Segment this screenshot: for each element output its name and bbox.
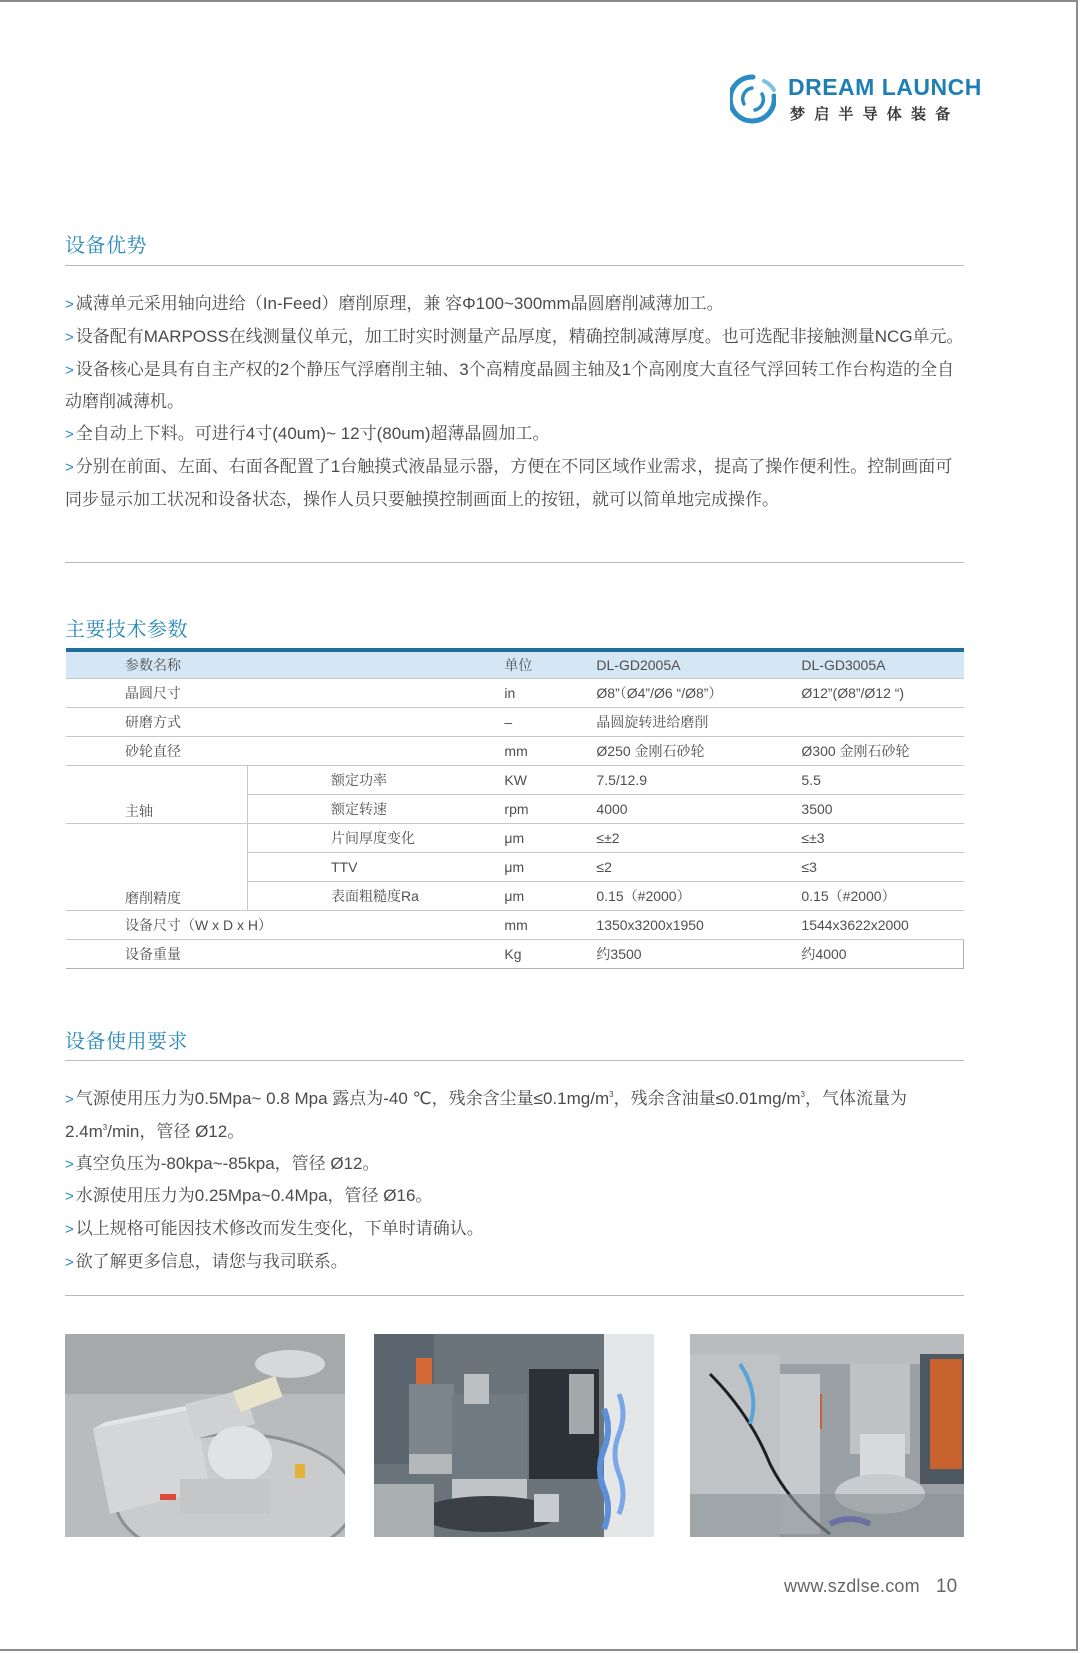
list-item: > 真空负压为-80kpa~-85kpa，管径 Ø12。 bbox=[65, 1153, 380, 1173]
chevron-right-icon: > bbox=[65, 1253, 74, 1271]
chevron-right-icon: > bbox=[65, 361, 74, 379]
group-label-precision: 磨削精度 bbox=[66, 824, 248, 911]
header-model-2: DL-GD3005A bbox=[801, 650, 963, 679]
list-item: > 气源使用压力为0.5Mpa~ 0.8 Mpa 露点为-40 ℃，残余含尘量$\le 0.1mg/m^3$，残余含油量$\le 0.01mg/m^3$，气体流量为$2.4m^3/\min$，管径 Ø12。 bbox=[65, 1089, 907, 1141]
table-row: TTV μm ≤2 ≤3 bbox=[66, 853, 964, 882]
list-item: > 水源使用压力为0.25Mpa~0.4Mpa，管径 Ø16。 bbox=[65, 1186, 433, 1206]
table-row: 砂轮直径 mm Ø250 金刚石砂轮 Ø300 金刚石砂轮 bbox=[66, 737, 964, 766]
section-title-requirements: 设备使用要求 bbox=[65, 1031, 188, 1053]
group-label-spindle: 主轴 bbox=[66, 766, 248, 824]
header-param-name: 参数名称 bbox=[66, 650, 504, 679]
wafer-spindle-assembly-photo bbox=[690, 1334, 964, 1537]
table-row: 磨削精度 片间厚度变化 μm ≤±2 ≤±3 bbox=[66, 824, 964, 853]
list-item: > 减薄单元采用轴向进给（In-Feed）磨削原理，兼 容Φ100~300mm晶圆磨削减薄加工。 bbox=[65, 294, 724, 313]
website-link[interactable]: www.szdlse.com bbox=[784, 1576, 920, 1596]
header-model-1: DL-GD2005A bbox=[596, 650, 801, 679]
list-item: > 以上规格可能因技术修改而发生变化，下单时请确认。 bbox=[65, 1219, 484, 1239]
chevron-right-icon: > bbox=[65, 1188, 74, 1206]
table-row: 研磨方式 – 晶圆旋转进给磨削 bbox=[66, 708, 964, 737]
table-header-row bbox=[66, 650, 964, 679]
divider bbox=[65, 1060, 964, 1061]
brand-name-en: DREAM LAUNCH bbox=[788, 74, 982, 100]
wafer-handling-robot-photo bbox=[65, 1334, 345, 1537]
chevron-right-icon: > bbox=[65, 426, 74, 444]
brand-logo bbox=[730, 72, 982, 128]
chevron-right-icon: > bbox=[65, 1091, 74, 1108]
table-row: 设备重量 Kg 约3500 约4000 bbox=[66, 940, 964, 969]
header-unit: 单位 bbox=[504, 650, 596, 679]
list-item: > 分别在前面、左面、右面各配置了1台触摸式液晶显示器，方便在不同区域作业需求，提高了操作便利性。控制画面可同步显示加工状况和设备状态，操作人员只要触摸控制画面上的按钮，就可以简单地完成操作。 bbox=[65, 456, 953, 509]
table-row: 晶圆尺寸 in Ø8”（Ø4”/Ø6 “/Ø8”） Ø12”(Ø8”/Ø12 “) bbox=[66, 679, 964, 708]
page-footer bbox=[784, 1576, 957, 1598]
divider bbox=[65, 1295, 964, 1296]
table-row: 表面粗糙度Ra μm 0.15（#2000） 0.15（#2000） bbox=[66, 882, 964, 911]
table-row: 额定转速 rpm 4000 3500 bbox=[66, 795, 964, 824]
section-title-advantages: 设备优势 bbox=[65, 235, 147, 257]
chevron-right-icon: > bbox=[65, 328, 74, 346]
spec-table bbox=[66, 648, 964, 969]
swirl-logo-icon bbox=[730, 74, 776, 124]
list-item: > 设备核心是具有自主产权的2个静压气浮磨削主轴、3个高精度晶圆主轴及1个高刚度大直径气浮回转工作台构造的全自动磨削减薄机。 bbox=[65, 359, 955, 412]
chevron-right-icon: > bbox=[65, 1221, 74, 1239]
chevron-right-icon: > bbox=[65, 1155, 74, 1173]
requirements-list bbox=[65, 1083, 965, 1279]
list-item: > 设备配有MARPOSS在线测量仪单元，加工时实时测量产品厚度，精确控制减薄厚度。也可选配非接触测量NCG单元。 bbox=[65, 326, 964, 346]
divider bbox=[65, 265, 964, 266]
list-item: > 全自动上下料。可进行4寸(40um)~ 12寸(80um)超薄晶圆加工。 bbox=[65, 424, 550, 444]
divider bbox=[65, 562, 964, 563]
list-item: > 欲了解更多信息，请您与我司联系。 bbox=[65, 1251, 348, 1271]
table-row: 设备尺寸（W x D x H） mm 1350x3200x1950 1544x3622x2000 bbox=[66, 911, 964, 940]
grinding-spindles-photo bbox=[374, 1334, 654, 1537]
table-row: 主轴 额定功率 KW 7.5/12.9 5.5 bbox=[66, 766, 964, 795]
advantages-list bbox=[65, 288, 965, 516]
brand-name-cn: 梦启半导体装备 bbox=[790, 106, 960, 123]
chevron-right-icon: > bbox=[65, 296, 74, 313]
page-number: 10 bbox=[935, 1576, 958, 1597]
chevron-right-icon: > bbox=[65, 458, 74, 476]
section-title-specs: 主要技术参数 bbox=[65, 619, 188, 641]
